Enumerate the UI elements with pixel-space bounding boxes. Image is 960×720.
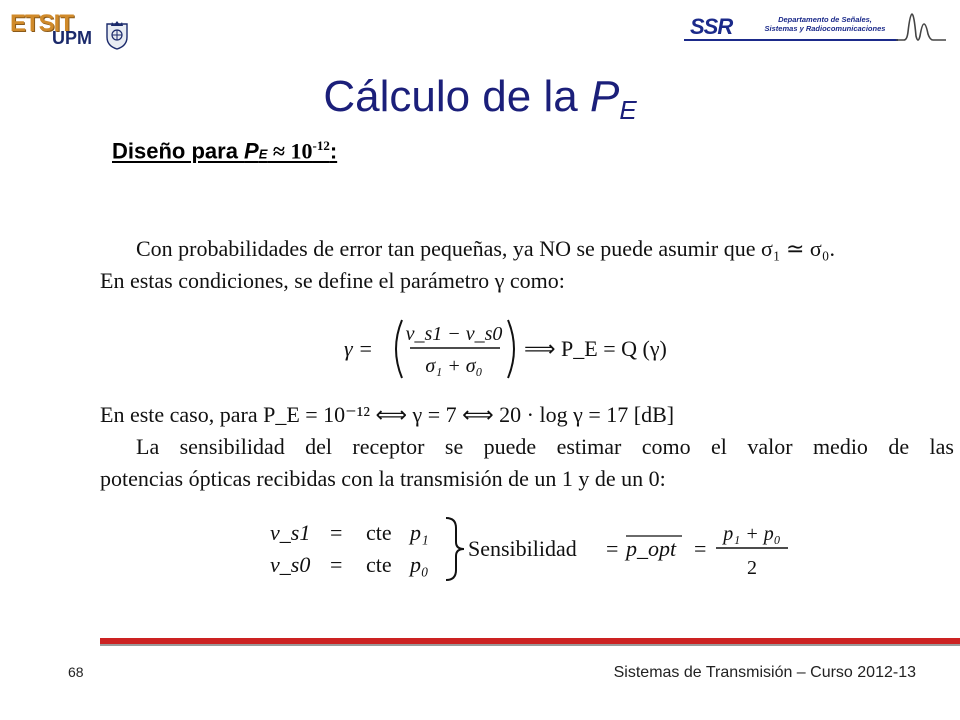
sens-row1-var: v_s1 [270, 520, 311, 545]
paragraph-4-word: las [929, 434, 954, 459]
slide-title-p: P [589, 72, 620, 121]
sens-label: Sensibilidad [468, 536, 577, 561]
etsit-logo-text: ETSIT [10, 10, 74, 37]
paragraph-1: Con probabilidades de error tan pequeñas, ya NO se puede asumir que σ₁ ≃ σ₀. [136, 236, 835, 261]
sens-row1-eq: = [330, 520, 343, 545]
paragraph-3: En este caso, para P_E = 10⁻¹² ⟺ γ = 7 ⟺ 20 · log γ = 17 [dB] [100, 402, 675, 427]
sensitivity-equation [270, 514, 810, 584]
sens-eq-a: = [606, 536, 619, 561]
section-heading-subscript: E [258, 146, 268, 162]
sens-row1-p: p₁ [410, 520, 429, 545]
course-footer: Sistemas de Transmisión – Curso 2012-13 [613, 664, 916, 681]
ssr-logo-underline [684, 39, 898, 41]
paragraph-4-justified-line [136, 434, 954, 460]
ssr-department-name [750, 15, 900, 33]
paragraph-4 [136, 434, 954, 460]
sens-row1-cte: cte [366, 520, 392, 545]
paragraph-4-word: se [444, 434, 464, 459]
slide-title-prefix: Cálculo de la [323, 72, 590, 121]
slide-title-subscript: E [619, 95, 637, 125]
section-heading-colon: : [329, 138, 338, 164]
sens-popt: p_opt [626, 536, 677, 561]
sens-row2-p: p₀ [410, 552, 429, 577]
footer-gray-rule [100, 644, 960, 646]
page-number: 68 [68, 664, 84, 680]
sens-frac-den: 2 [747, 557, 757, 579]
ssr-dept-line2: Sistemas y Radiocomunicaciones [764, 24, 886, 33]
etsit-upm-logo [10, 8, 130, 50]
signal-wave-icon [896, 10, 946, 46]
sens-frac-num: p₁ + p₀ [723, 523, 781, 545]
section-heading-prefix: Diseño para [112, 138, 245, 164]
paragraph-4-word: receptor [352, 434, 425, 459]
section-heading-exponent: -12 [312, 138, 330, 153]
paragraph-4-word: La [136, 434, 160, 459]
section-heading [112, 138, 337, 164]
slide-title [0, 72, 960, 125]
paragraph-2: En estas condiciones, se define el parámetro γ como: [100, 268, 565, 293]
sens-row2-eq: = [330, 552, 343, 577]
paragraph-4-word: del [305, 434, 333, 459]
paragraph-4-word: de [888, 434, 910, 459]
sens-row2-var: v_s0 [270, 552, 311, 577]
paragraph-5: potencias ópticas recibidas con la transmisión de un 1 y de un 0: [100, 466, 666, 491]
gamma-equation [344, 314, 724, 384]
ssr-department-logo [684, 8, 946, 48]
upm-seal-icon [104, 20, 130, 50]
gamma-equation-numerator: v_s1 − v_s0 [405, 323, 503, 345]
ssr-dept-line1: Departamento de Señales, [778, 15, 872, 24]
paragraph-4-word: valor [747, 434, 793, 459]
paragraph-4-word: medio [812, 434, 868, 459]
sens-eq-b: = [694, 536, 707, 561]
gamma-equation-denominator: σ₁ + σ₀ [425, 355, 483, 377]
gamma-equation-rhs: ⟹ P_E = Q (γ) [524, 336, 667, 361]
ssr-logo-text: SSR [690, 14, 733, 39]
section-heading-approx: ≈ 10 [267, 138, 313, 164]
paragraph-4-word: puede [483, 434, 537, 459]
gamma-equation-lhs: γ = [344, 336, 374, 361]
paragraph-4-word: el [711, 434, 727, 459]
paragraph-4-word: estimar [556, 434, 622, 459]
sens-brace [446, 518, 464, 580]
sens-row2-cte: cte [366, 552, 392, 577]
section-heading-p: P [244, 138, 259, 164]
paragraph-4-word: como [641, 434, 691, 459]
upm-logo-text: UPM [52, 28, 92, 48]
paragraph-4-word: sensibilidad [179, 434, 285, 459]
